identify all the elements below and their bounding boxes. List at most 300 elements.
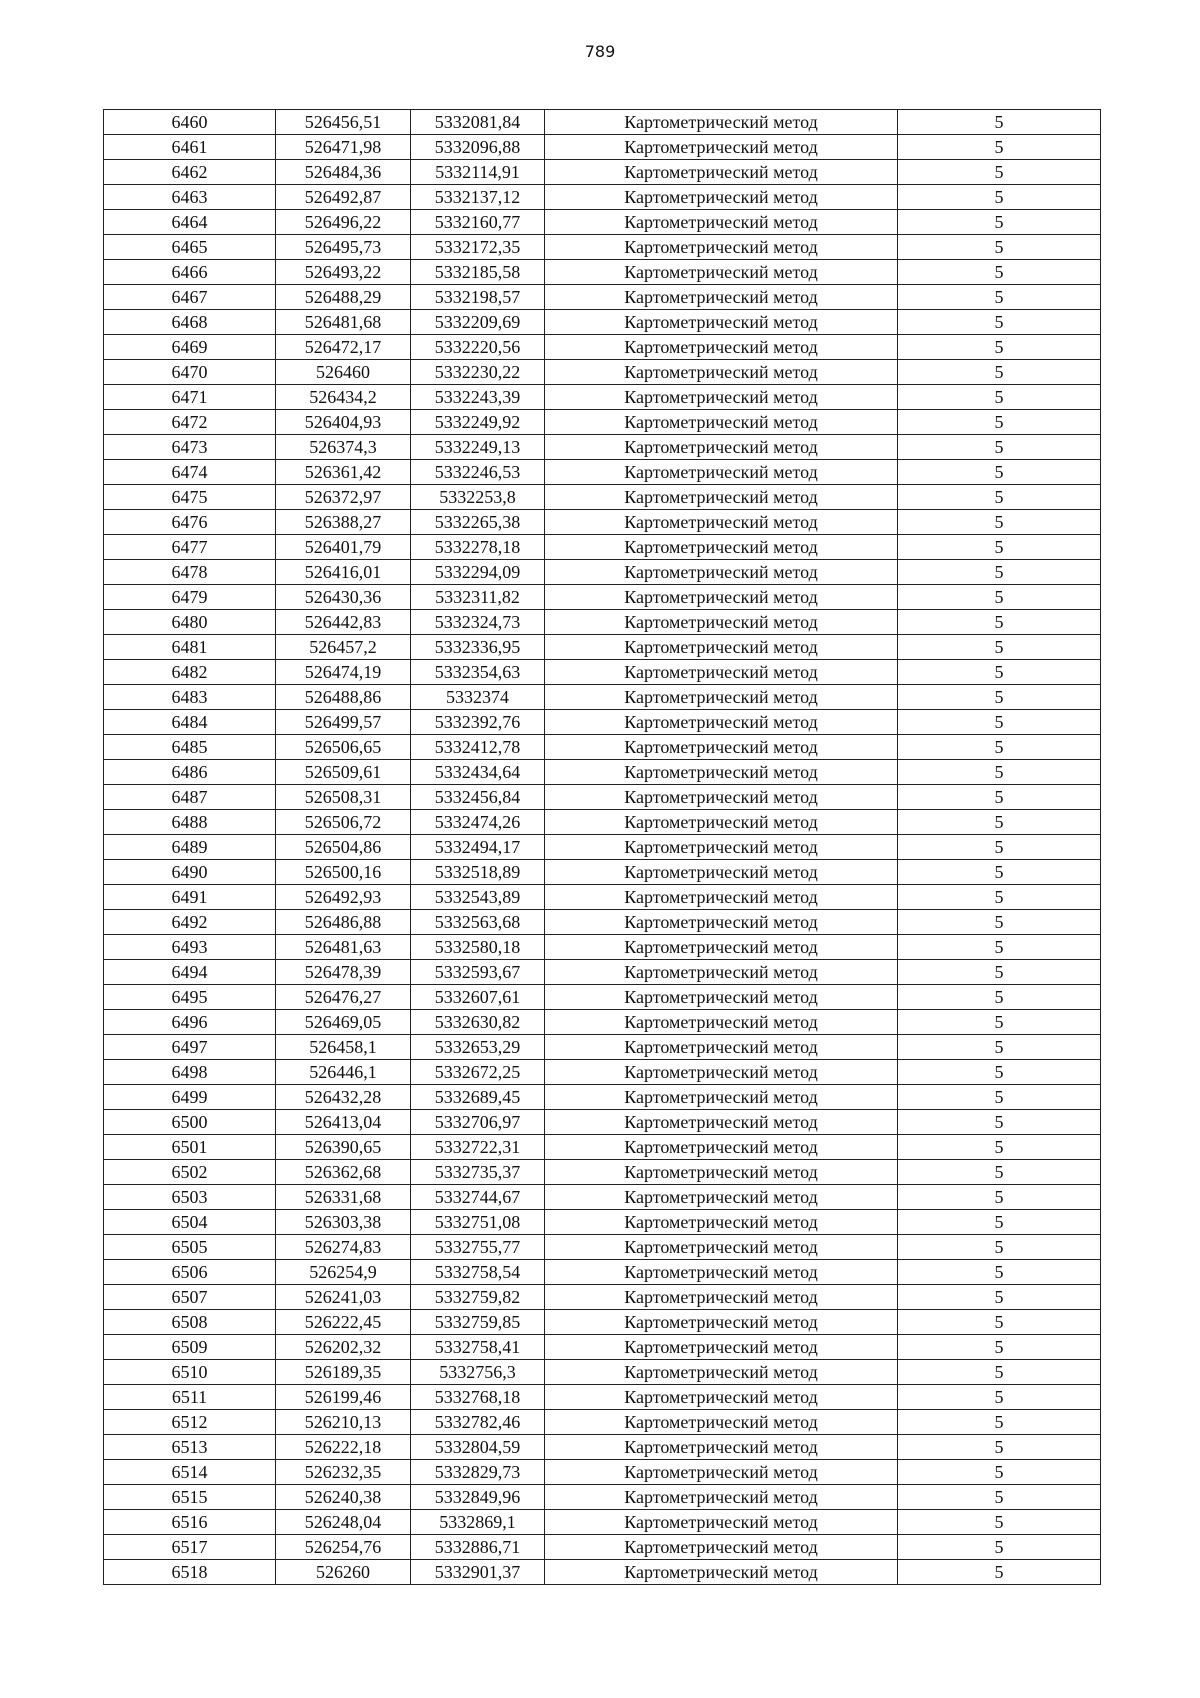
table-row	[104, 910, 1101, 935]
point-number-cell: 6491	[104, 885, 276, 910]
table-row	[104, 385, 1101, 410]
x-coordinate-cell: 526374,3	[276, 435, 411, 460]
y-coordinate-cell: 5332265,38	[411, 510, 545, 535]
method-cell: Картометрический метод	[545, 1060, 898, 1085]
table-row	[104, 735, 1101, 760]
point-number-cell: 6503	[104, 1185, 276, 1210]
table-row	[104, 1235, 1101, 1260]
x-coordinate-cell: 526248,04	[276, 1510, 411, 1535]
y-coordinate-cell: 5332336,95	[411, 635, 545, 660]
y-coordinate-cell: 5332543,89	[411, 885, 545, 910]
point-number-cell: 6517	[104, 1535, 276, 1560]
method-cell: Картометрический метод	[545, 985, 898, 1010]
point-number-cell: 6473	[104, 435, 276, 460]
point-number-cell: 6487	[104, 785, 276, 810]
y-coordinate-cell: 5332782,46	[411, 1410, 545, 1435]
point-number-cell: 6513	[104, 1435, 276, 1460]
table-row	[104, 485, 1101, 510]
table-row	[104, 160, 1101, 185]
y-coordinate-cell: 5332580,18	[411, 935, 545, 960]
table-row	[104, 185, 1101, 210]
method-cell: Картометрический метод	[545, 385, 898, 410]
x-coordinate-cell: 526222,18	[276, 1435, 411, 1460]
accuracy-cell: 5	[898, 535, 1101, 560]
table-row	[104, 1285, 1101, 1310]
accuracy-cell: 5	[898, 235, 1101, 260]
y-coordinate-cell: 5332804,59	[411, 1435, 545, 1460]
y-coordinate-cell: 5332246,53	[411, 460, 545, 485]
point-number-cell: 6506	[104, 1260, 276, 1285]
x-coordinate-cell: 526199,46	[276, 1385, 411, 1410]
table-row	[104, 285, 1101, 310]
method-cell: Картометрический метод	[545, 135, 898, 160]
y-coordinate-cell: 5332137,12	[411, 185, 545, 210]
accuracy-cell: 5	[898, 585, 1101, 610]
point-number-cell: 6498	[104, 1060, 276, 1085]
point-number-cell: 6516	[104, 1510, 276, 1535]
point-number-cell: 6492	[104, 910, 276, 935]
x-coordinate-cell: 526508,31	[276, 785, 411, 810]
coordinates-table	[103, 109, 1101, 1585]
x-coordinate-cell: 526496,22	[276, 210, 411, 235]
method-cell: Картометрический метод	[545, 560, 898, 585]
table-row	[104, 1510, 1101, 1535]
y-coordinate-cell: 5332172,35	[411, 235, 545, 260]
table-row	[104, 1160, 1101, 1185]
point-number-cell: 6482	[104, 660, 276, 685]
point-number-cell: 6462	[104, 160, 276, 185]
y-coordinate-cell: 5332412,78	[411, 735, 545, 760]
method-cell: Картометрический метод	[545, 160, 898, 185]
accuracy-cell: 5	[898, 360, 1101, 385]
accuracy-cell: 5	[898, 1460, 1101, 1485]
x-coordinate-cell: 526458,1	[276, 1035, 411, 1060]
accuracy-cell: 5	[898, 1260, 1101, 1285]
x-coordinate-cell: 526493,22	[276, 260, 411, 285]
method-cell: Картометрический метод	[545, 1385, 898, 1410]
x-coordinate-cell: 526509,61	[276, 760, 411, 785]
x-coordinate-cell: 526189,35	[276, 1360, 411, 1385]
x-coordinate-cell: 526504,86	[276, 835, 411, 860]
table-row	[104, 135, 1101, 160]
y-coordinate-cell: 5332243,39	[411, 385, 545, 410]
y-coordinate-cell: 5332249,92	[411, 410, 545, 435]
point-number-cell: 6472	[104, 410, 276, 435]
table-row	[104, 685, 1101, 710]
y-coordinate-cell: 5332324,73	[411, 610, 545, 635]
y-coordinate-cell: 5332689,45	[411, 1085, 545, 1110]
accuracy-cell: 5	[898, 435, 1101, 460]
y-coordinate-cell: 5332354,63	[411, 660, 545, 685]
table-row	[104, 335, 1101, 360]
point-number-cell: 6485	[104, 735, 276, 760]
table-row	[104, 110, 1101, 135]
accuracy-cell: 5	[898, 1035, 1101, 1060]
x-coordinate-cell: 526434,2	[276, 385, 411, 410]
x-coordinate-cell: 526495,73	[276, 235, 411, 260]
point-number-cell: 6512	[104, 1410, 276, 1435]
accuracy-cell: 5	[898, 735, 1101, 760]
table-row	[104, 210, 1101, 235]
method-cell: Картометрический метод	[545, 1185, 898, 1210]
y-coordinate-cell: 5332160,77	[411, 210, 545, 235]
x-coordinate-cell: 526430,36	[276, 585, 411, 610]
y-coordinate-cell: 5332185,58	[411, 260, 545, 285]
accuracy-cell: 5	[898, 760, 1101, 785]
method-cell: Картометрический метод	[545, 1285, 898, 1310]
point-number-cell: 6481	[104, 635, 276, 660]
table-row	[104, 535, 1101, 560]
point-number-cell: 6500	[104, 1110, 276, 1135]
accuracy-cell: 5	[898, 560, 1101, 585]
point-number-cell: 6480	[104, 610, 276, 635]
accuracy-cell: 5	[898, 910, 1101, 935]
point-number-cell: 6489	[104, 835, 276, 860]
x-coordinate-cell: 526446,1	[276, 1060, 411, 1085]
accuracy-cell: 5	[898, 110, 1101, 135]
y-coordinate-cell: 5332209,69	[411, 310, 545, 335]
table-row	[104, 1410, 1101, 1435]
y-coordinate-cell: 5332744,67	[411, 1185, 545, 1210]
accuracy-cell: 5	[898, 1085, 1101, 1110]
point-number-cell: 6493	[104, 935, 276, 960]
x-coordinate-cell: 526488,29	[276, 285, 411, 310]
y-coordinate-cell: 5332230,22	[411, 360, 545, 385]
x-coordinate-cell: 526372,97	[276, 485, 411, 510]
accuracy-cell: 5	[898, 985, 1101, 1010]
point-number-cell: 6495	[104, 985, 276, 1010]
accuracy-cell: 5	[898, 810, 1101, 835]
x-coordinate-cell: 526488,86	[276, 685, 411, 710]
point-number-cell: 6486	[104, 760, 276, 785]
y-coordinate-cell: 5332706,97	[411, 1110, 545, 1135]
accuracy-cell: 5	[898, 185, 1101, 210]
table-row	[104, 1485, 1101, 1510]
table-row	[104, 635, 1101, 660]
x-coordinate-cell: 526481,63	[276, 935, 411, 960]
method-cell: Картометрический метод	[545, 1410, 898, 1435]
table-row	[104, 660, 1101, 685]
method-cell: Картометрический метод	[545, 710, 898, 735]
point-number-cell: 6468	[104, 310, 276, 335]
x-coordinate-cell: 526492,87	[276, 185, 411, 210]
method-cell: Картометрический метод	[545, 785, 898, 810]
x-coordinate-cell: 526481,68	[276, 310, 411, 335]
point-number-cell: 6467	[104, 285, 276, 310]
point-number-cell: 6466	[104, 260, 276, 285]
method-cell: Картометрический метод	[545, 810, 898, 835]
table-row	[104, 1035, 1101, 1060]
method-cell: Картометрический метод	[545, 1135, 898, 1160]
method-cell: Картометрический метод	[545, 285, 898, 310]
accuracy-cell: 5	[898, 935, 1101, 960]
y-coordinate-cell: 5332755,77	[411, 1235, 545, 1260]
accuracy-cell: 5	[898, 1060, 1101, 1085]
method-cell: Картометрический метод	[545, 1110, 898, 1135]
x-coordinate-cell: 526388,27	[276, 510, 411, 535]
accuracy-cell: 5	[898, 960, 1101, 985]
method-cell: Картометрический метод	[545, 1260, 898, 1285]
point-number-cell: 6461	[104, 135, 276, 160]
method-cell: Картометрический метод	[545, 760, 898, 785]
method-cell: Картометрический метод	[545, 860, 898, 885]
method-cell: Картометрический метод	[545, 535, 898, 560]
accuracy-cell: 5	[898, 1010, 1101, 1035]
y-coordinate-cell: 5332672,25	[411, 1060, 545, 1085]
method-cell: Картометрический метод	[545, 1435, 898, 1460]
accuracy-cell: 5	[898, 160, 1101, 185]
method-cell: Картометрический метод	[545, 910, 898, 935]
table-row	[104, 585, 1101, 610]
method-cell: Картометрический метод	[545, 235, 898, 260]
coordinates-table-body	[104, 110, 1101, 1585]
point-number-cell: 6470	[104, 360, 276, 385]
accuracy-cell: 5	[898, 1510, 1101, 1535]
accuracy-cell: 5	[898, 485, 1101, 510]
table-row	[104, 1560, 1101, 1585]
table-row	[104, 835, 1101, 860]
method-cell: Картометрический метод	[545, 1010, 898, 1035]
accuracy-cell: 5	[898, 285, 1101, 310]
method-cell: Картометрический метод	[545, 1310, 898, 1335]
point-number-cell: 6478	[104, 560, 276, 585]
table-row	[104, 1385, 1101, 1410]
x-coordinate-cell: 526303,38	[276, 1210, 411, 1235]
accuracy-cell: 5	[898, 1335, 1101, 1360]
x-coordinate-cell: 526222,45	[276, 1310, 411, 1335]
method-cell: Картометрический метод	[545, 485, 898, 510]
accuracy-cell: 5	[898, 1185, 1101, 1210]
table-row	[104, 1010, 1101, 1035]
table-row	[104, 1085, 1101, 1110]
x-coordinate-cell: 526240,38	[276, 1485, 411, 1510]
method-cell: Картометрический метод	[545, 335, 898, 360]
accuracy-cell: 5	[898, 210, 1101, 235]
table-row	[104, 1310, 1101, 1335]
y-coordinate-cell: 5332278,18	[411, 535, 545, 560]
point-number-cell: 6510	[104, 1360, 276, 1385]
point-number-cell: 6475	[104, 485, 276, 510]
table-row	[104, 1360, 1101, 1385]
method-cell: Картометрический метод	[545, 685, 898, 710]
accuracy-cell: 5	[898, 135, 1101, 160]
point-number-cell: 6465	[104, 235, 276, 260]
x-coordinate-cell: 526499,57	[276, 710, 411, 735]
accuracy-cell: 5	[898, 785, 1101, 810]
y-coordinate-cell: 5332722,31	[411, 1135, 545, 1160]
y-coordinate-cell: 5332849,96	[411, 1485, 545, 1510]
table-row	[104, 810, 1101, 835]
accuracy-cell: 5	[898, 1235, 1101, 1260]
y-coordinate-cell: 5332474,26	[411, 810, 545, 835]
accuracy-cell: 5	[898, 1410, 1101, 1435]
y-coordinate-cell: 5332829,73	[411, 1460, 545, 1485]
point-number-cell: 6479	[104, 585, 276, 610]
accuracy-cell: 5	[898, 710, 1101, 735]
y-coordinate-cell: 5332114,91	[411, 160, 545, 185]
x-coordinate-cell: 526492,93	[276, 885, 411, 910]
table-row	[104, 1135, 1101, 1160]
table-row	[104, 1060, 1101, 1085]
method-cell: Картометрический метод	[545, 1485, 898, 1510]
table-row	[104, 985, 1101, 1010]
x-coordinate-cell: 526471,98	[276, 135, 411, 160]
table-row	[104, 1435, 1101, 1460]
x-coordinate-cell: 526232,35	[276, 1460, 411, 1485]
method-cell: Картометрический метод	[545, 310, 898, 335]
x-coordinate-cell: 526486,88	[276, 910, 411, 935]
table-row	[104, 960, 1101, 985]
accuracy-cell: 5	[898, 460, 1101, 485]
table-row	[104, 1260, 1101, 1285]
accuracy-cell: 5	[898, 1385, 1101, 1410]
x-coordinate-cell: 526478,39	[276, 960, 411, 985]
table-row	[104, 710, 1101, 735]
method-cell: Картометрический метод	[545, 960, 898, 985]
point-number-cell: 6515	[104, 1485, 276, 1510]
y-coordinate-cell: 5332494,17	[411, 835, 545, 860]
accuracy-cell: 5	[898, 260, 1101, 285]
method-cell: Картометрический метод	[545, 610, 898, 635]
method-cell: Картометрический метод	[545, 210, 898, 235]
point-number-cell: 6471	[104, 385, 276, 410]
y-coordinate-cell: 5332096,88	[411, 135, 545, 160]
point-number-cell: 6509	[104, 1335, 276, 1360]
accuracy-cell: 5	[898, 685, 1101, 710]
x-coordinate-cell: 526361,42	[276, 460, 411, 485]
x-coordinate-cell: 526254,76	[276, 1535, 411, 1560]
table-row	[104, 885, 1101, 910]
table-row	[104, 235, 1101, 260]
point-number-cell: 6499	[104, 1085, 276, 1110]
method-cell: Картометрический метод	[545, 1535, 898, 1560]
accuracy-cell: 5	[898, 660, 1101, 685]
accuracy-cell: 5	[898, 1135, 1101, 1160]
x-coordinate-cell: 526500,16	[276, 860, 411, 885]
y-coordinate-cell: 5332518,89	[411, 860, 545, 885]
y-coordinate-cell: 5332563,68	[411, 910, 545, 935]
method-cell: Картометрический метод	[545, 435, 898, 460]
point-number-cell: 6511	[104, 1385, 276, 1410]
accuracy-cell: 5	[898, 860, 1101, 885]
y-coordinate-cell: 5332374	[411, 685, 545, 710]
method-cell: Картометрический метод	[545, 1460, 898, 1485]
x-coordinate-cell: 526442,83	[276, 610, 411, 635]
table-row	[104, 260, 1101, 285]
method-cell: Картометрический метод	[545, 1510, 898, 1535]
y-coordinate-cell: 5332869,1	[411, 1510, 545, 1535]
table-row	[104, 610, 1101, 635]
table-row	[104, 1210, 1101, 1235]
y-coordinate-cell: 5332653,29	[411, 1035, 545, 1060]
accuracy-cell: 5	[898, 1560, 1101, 1585]
accuracy-cell: 5	[898, 1485, 1101, 1510]
table-row	[104, 410, 1101, 435]
x-coordinate-cell: 526474,19	[276, 660, 411, 685]
table-row	[104, 1460, 1101, 1485]
y-coordinate-cell: 5332081,84	[411, 110, 545, 135]
y-coordinate-cell: 5332630,82	[411, 1010, 545, 1035]
table-row	[104, 1110, 1101, 1135]
y-coordinate-cell: 5332198,57	[411, 285, 545, 310]
accuracy-cell: 5	[898, 1310, 1101, 1335]
y-coordinate-cell: 5332756,3	[411, 1360, 545, 1385]
point-number-cell: 6488	[104, 810, 276, 835]
x-coordinate-cell: 526484,36	[276, 160, 411, 185]
table-row	[104, 860, 1101, 885]
y-coordinate-cell: 5332768,18	[411, 1385, 545, 1410]
method-cell: Картометрический метод	[545, 935, 898, 960]
point-number-cell: 6494	[104, 960, 276, 985]
method-cell: Картометрический метод	[545, 885, 898, 910]
method-cell: Картометрический метод	[545, 660, 898, 685]
point-number-cell: 6505	[104, 1235, 276, 1260]
method-cell: Картометрический метод	[545, 585, 898, 610]
y-coordinate-cell: 5332758,41	[411, 1335, 545, 1360]
method-cell: Картометрический метод	[545, 1335, 898, 1360]
accuracy-cell: 5	[898, 635, 1101, 660]
y-coordinate-cell: 5332220,56	[411, 335, 545, 360]
table-row	[104, 935, 1101, 960]
x-coordinate-cell: 526456,51	[276, 110, 411, 135]
x-coordinate-cell: 526506,72	[276, 810, 411, 835]
table-row	[104, 510, 1101, 535]
point-number-cell: 6490	[104, 860, 276, 885]
x-coordinate-cell: 526331,68	[276, 1185, 411, 1210]
table-row	[104, 1185, 1101, 1210]
x-coordinate-cell: 526416,01	[276, 560, 411, 585]
point-number-cell: 6460	[104, 110, 276, 135]
x-coordinate-cell: 526202,32	[276, 1335, 411, 1360]
point-number-cell: 6496	[104, 1010, 276, 1035]
y-coordinate-cell: 5332751,08	[411, 1210, 545, 1235]
y-coordinate-cell: 5332311,82	[411, 585, 545, 610]
point-number-cell: 6501	[104, 1135, 276, 1160]
y-coordinate-cell: 5332392,76	[411, 710, 545, 735]
accuracy-cell: 5	[898, 1435, 1101, 1460]
method-cell: Картометрический метод	[545, 460, 898, 485]
table-row	[104, 460, 1101, 485]
x-coordinate-cell: 526472,17	[276, 335, 411, 360]
method-cell: Картометрический метод	[545, 1160, 898, 1185]
method-cell: Картометрический метод	[545, 1560, 898, 1585]
x-coordinate-cell: 526469,05	[276, 1010, 411, 1035]
point-number-cell: 6477	[104, 535, 276, 560]
accuracy-cell: 5	[898, 335, 1101, 360]
method-cell: Картометрический метод	[545, 510, 898, 535]
page-number: 789	[584, 42, 616, 61]
method-cell: Картометрический метод	[545, 260, 898, 285]
table-row	[104, 360, 1101, 385]
y-coordinate-cell: 5332886,71	[411, 1535, 545, 1560]
method-cell: Картометрический метод	[545, 1360, 898, 1385]
point-number-cell: 6484	[104, 710, 276, 735]
accuracy-cell: 5	[898, 835, 1101, 860]
method-cell: Картометрический метод	[545, 1035, 898, 1060]
accuracy-cell: 5	[898, 510, 1101, 535]
x-coordinate-cell: 526432,28	[276, 1085, 411, 1110]
method-cell: Картометрический метод	[545, 835, 898, 860]
table-row	[104, 435, 1101, 460]
x-coordinate-cell: 526404,93	[276, 410, 411, 435]
method-cell: Картометрический метод	[545, 1210, 898, 1235]
y-coordinate-cell: 5332759,85	[411, 1310, 545, 1335]
x-coordinate-cell: 526274,83	[276, 1235, 411, 1260]
x-coordinate-cell: 526457,2	[276, 635, 411, 660]
table-row	[104, 785, 1101, 810]
point-number-cell: 6463	[104, 185, 276, 210]
accuracy-cell: 5	[898, 1110, 1101, 1135]
